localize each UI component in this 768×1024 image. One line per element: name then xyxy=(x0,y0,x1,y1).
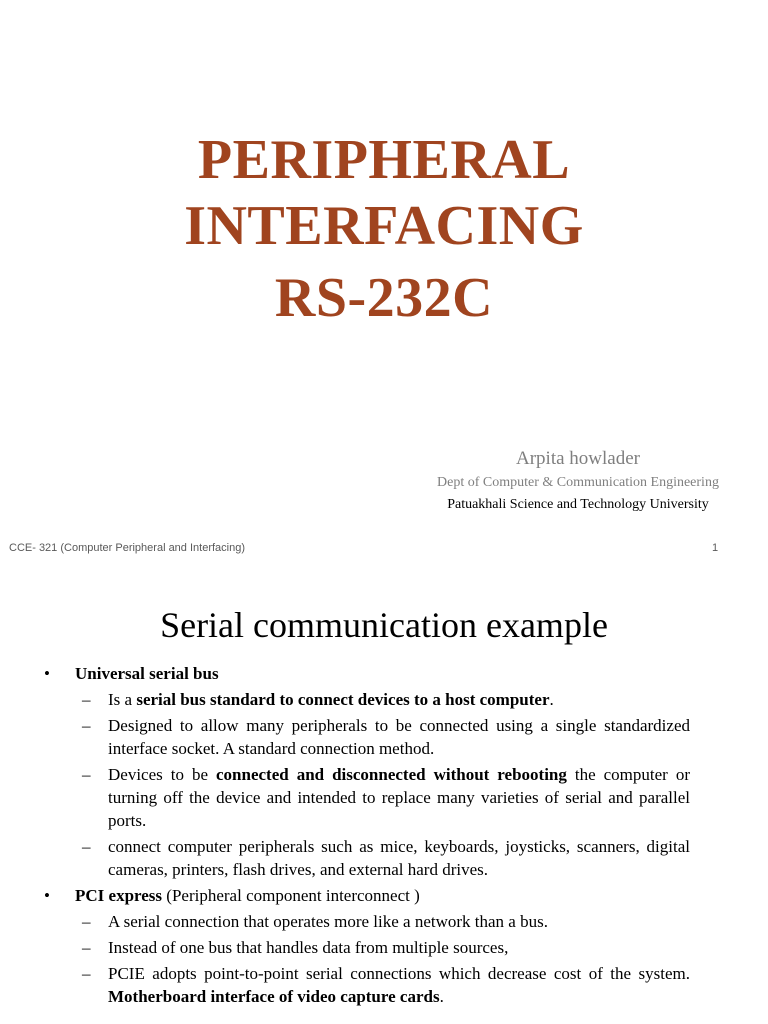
text: Designed to allow many peripherals to be connected using a single standardized interface socket. A standard connection method. xyxy=(108,716,690,758)
university: Patuakhali Science and Technology University xyxy=(447,497,709,512)
text: . xyxy=(439,987,444,1006)
slide-footer: CCE- 321 (Computer Peripheral and Interfacing) xyxy=(9,542,246,554)
dash-marker: – xyxy=(82,938,91,957)
text-bold: Motherboard interface of video capture cards xyxy=(108,987,440,1006)
usb-heading: Universal serial bus xyxy=(75,664,219,683)
usb-sub-1 xyxy=(40,688,690,711)
usb-sub-2 xyxy=(40,714,690,760)
bullet-marker: • xyxy=(44,664,50,683)
usb-sub-4 xyxy=(40,835,690,881)
pci-sub-3 xyxy=(40,962,690,1008)
dash-marker: – xyxy=(82,716,91,735)
text-bold: serial bus standard to connect devices to a host computer xyxy=(136,690,550,709)
dash-marker: – xyxy=(82,690,91,709)
bullet-usb xyxy=(40,662,690,685)
text: the computer or turning off the device and intended to replace many varieties of serial and parallel ports. xyxy=(108,765,690,830)
text: connect computer peripherals such as mice, keyboards, joysticks, scanners, digital cameras, printers, flash drives, and external hard drives. xyxy=(108,837,690,879)
text: A serial connection that operates more like a network than a bus. xyxy=(108,912,548,931)
page-number: 1 xyxy=(712,542,719,554)
dash-marker: – xyxy=(82,765,91,784)
text: . xyxy=(549,690,554,709)
slide-2 xyxy=(0,576,768,1024)
slide-content xyxy=(40,662,690,1011)
pci-sub-2 xyxy=(40,936,690,959)
text: PCIE adopts point-to-point serial connections which decrease cost of the system. xyxy=(108,964,690,983)
slide-title: Serial communication example xyxy=(160,605,608,645)
dash-marker: – xyxy=(82,964,91,983)
bullet-marker: • xyxy=(44,886,50,905)
title-line-1: PERIPHERAL xyxy=(197,129,571,191)
text: Devices to be xyxy=(108,765,216,784)
text-bold: connected and disconnected without rebooting xyxy=(216,765,567,784)
dash-marker: – xyxy=(82,912,91,931)
author-name: Arpita howlader xyxy=(516,448,640,469)
text: Is a xyxy=(108,690,137,709)
pci-heading: PCI express xyxy=(75,886,163,905)
pci-sub-1 xyxy=(40,910,690,933)
text: (Peripheral component interconnect ) xyxy=(162,886,420,905)
bullet-pci xyxy=(40,884,690,907)
department: Dept of Computer & Communication Engineering xyxy=(437,475,719,490)
title-line-3: RS-232C xyxy=(274,267,494,329)
usb-sub-3 xyxy=(40,763,690,832)
text: Instead of one bus that handles data from multiple sources, xyxy=(108,938,509,957)
title-line-2: INTERFACING xyxy=(184,195,584,257)
dash-marker: – xyxy=(82,837,91,856)
